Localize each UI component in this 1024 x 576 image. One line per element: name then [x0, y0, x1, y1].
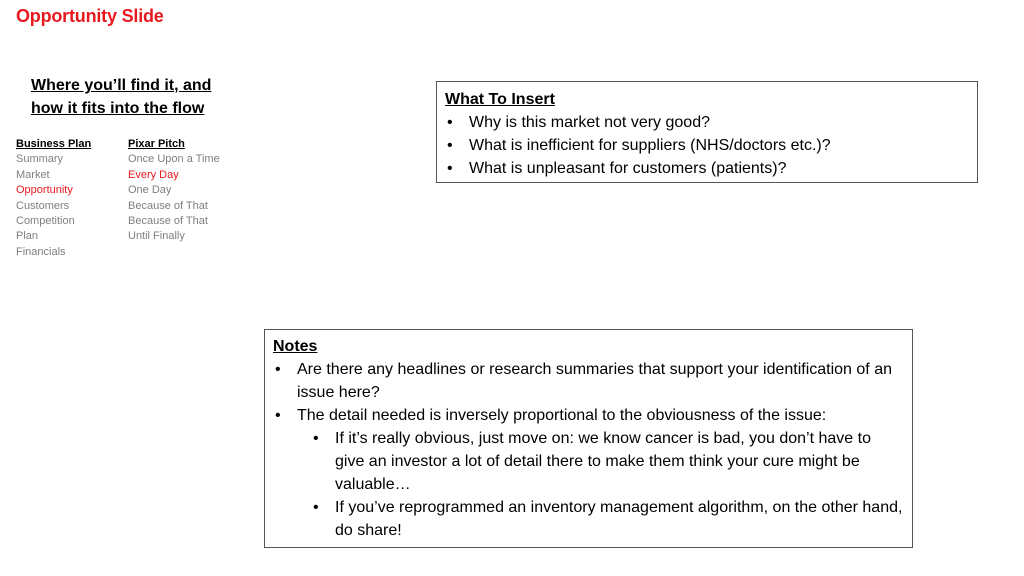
notes-title: Notes	[273, 338, 318, 355]
notes-sub-bullet: • If it’s really obvious, just move on: we know cancer is bad, you don’t have to give an investor a lot of detail there to make them think your cure might be valuable…	[273, 427, 904, 496]
pixar-pitch-item-because-of-that-1: Because of That	[128, 199, 208, 212]
business-plan-item-competition: Competition	[16, 215, 75, 228]
business-plan-item-financials: Financials	[16, 245, 66, 258]
insert-bullet: • Why is this market not very good?	[445, 111, 969, 134]
business-plan-item-summary: Summary	[16, 153, 64, 166]
flow-heading	[31, 74, 211, 120]
pixar-pitch-item-one-day: One Day	[128, 184, 172, 197]
what-to-insert-title: What To Insert	[445, 91, 555, 108]
pixar-pitch-column	[128, 137, 220, 245]
notes-bullet: • Are there any headlines or research summaries that support your identification of an issue here?	[273, 358, 904, 404]
what-to-insert-list	[445, 111, 969, 180]
pixar-pitch-item-once-upon-a-time: Once Upon a Time	[128, 153, 220, 166]
pixar-pitch-item-every-day: Every Day	[128, 168, 179, 181]
pixar-pitch-item-because-of-that-2: Because of That	[128, 215, 208, 228]
business-plan-item-plan: Plan	[16, 230, 39, 243]
business-plan-item-customers: Customers	[16, 199, 70, 212]
business-plan-item-market: Market	[16, 168, 50, 181]
insert-bullet: • What is unpleasant for customers (patients)?	[445, 157, 969, 180]
notes-list	[273, 358, 904, 542]
slide-title: Opportunity Slide	[16, 6, 164, 26]
pixar-pitch-header: Pixar Pitch	[128, 138, 185, 150]
flow-heading-line-2: how it fits into the flow	[31, 100, 205, 117]
pixar-pitch-item-until-finally: Until Finally	[128, 230, 185, 243]
flow-heading-line-1: Where you’ll find it, and	[31, 77, 212, 94]
business-plan-item-opportunity: Opportunity	[16, 184, 73, 197]
notes-bullet: • The detail needed is inversely proportional to the obviousness of the issue:	[273, 404, 904, 427]
business-plan-header: Business Plan	[16, 138, 92, 150]
notes-box	[264, 329, 913, 548]
insert-bullet: • What is inefficient for suppliers (NHS/doctors etc.)?	[445, 134, 969, 157]
what-to-insert-box	[436, 81, 978, 183]
business-plan-column	[16, 137, 91, 260]
notes-sub-bullet: • If you’ve reprogrammed an inventory management algorithm, on the other hand, do share!	[273, 496, 904, 542]
